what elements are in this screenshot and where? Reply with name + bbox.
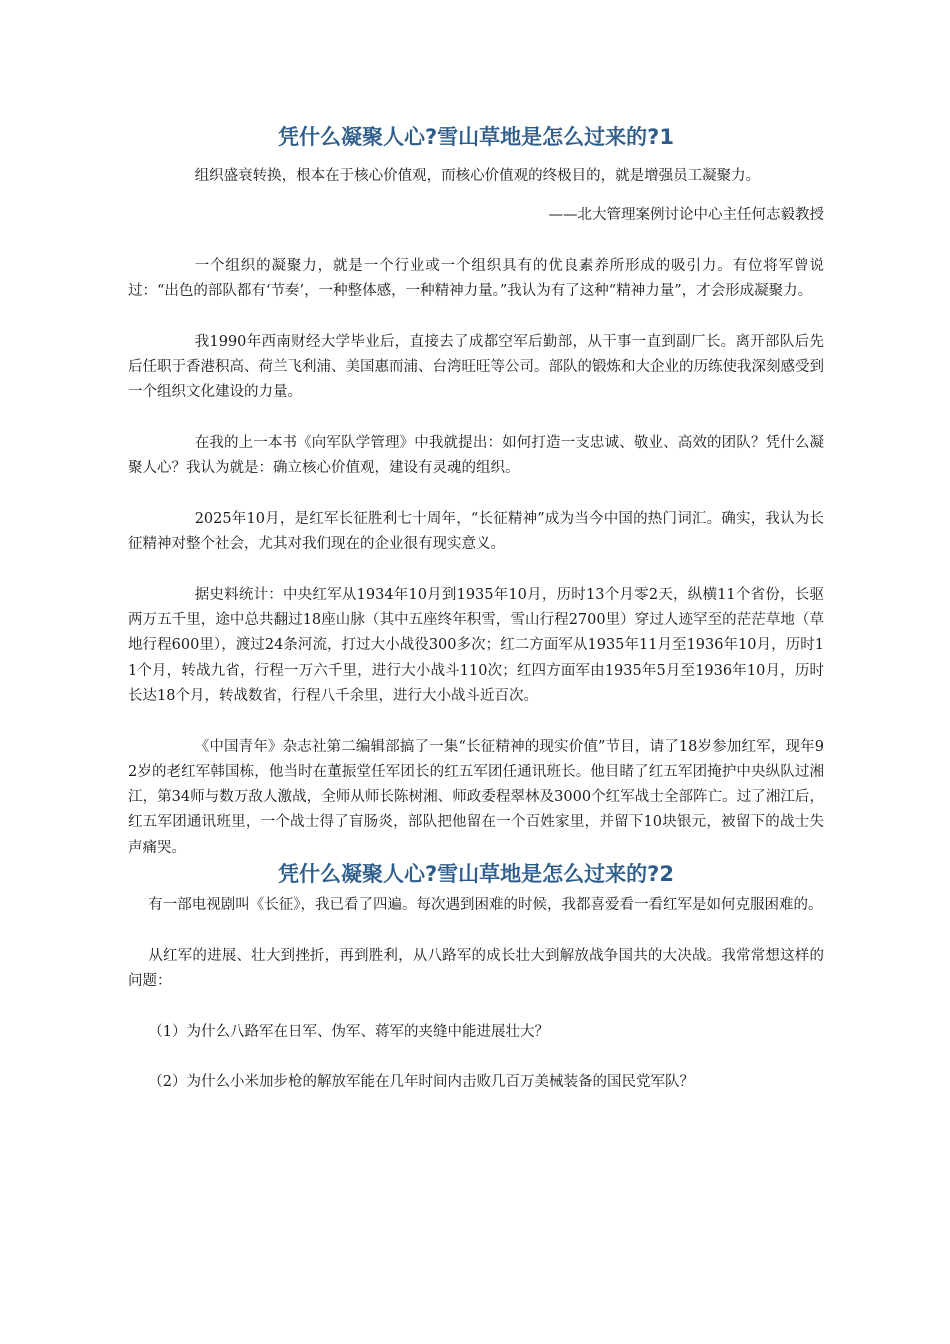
spacer <box>128 304 824 329</box>
body-paragraph: 有一部电视剧叫《长征》，我已看了四遍。每次遇到困难的时候，我都喜爱看一看红军是如何克服困难的。 <box>148 897 823 914</box>
spacer <box>128 994 824 1019</box>
body-paragraph: 从红军的进展、壮大到挫折，再到胜利，从八路军的成长壮大到解放战争国共的大决战。我常常想这样的问题： <box>128 947 824 989</box>
quote-attribution: ——北大管理案例讨论中心主任何志毅教授 <box>548 207 824 224</box>
question-item: （1）为什么八路军在日军、伪军、蒋军的夹缝中能进展壮大？ <box>148 1023 550 1040</box>
body-paragraph: 据史料统计：中央红军从1934年10月到1935年10月，历时13个月零2天，纵横11个省份，长驱两万五千里，途中总共翻过18座山脉（其中五座终年积雪，雪山行程2700里）穿过人迹罕至的茫茫草地（草地行程600里），渡过24条河流，打过大小战役300多次；红二方面军从1935年11月至1936年10月，历时11个月，转战九省，行程一万六千里，进行大小战斗110次；红四方面军由1935年5月至1936年10月，历时长达18个月，转战数省，行程八千余里，进行大小战斗近百次。 <box>128 586 824 704</box>
body-paragraph: 一个组织的凝聚力，就是一个行业或一个组织具有的优良素养所形成的吸引力。有位将军曾说过：“出色的部队都有‘节奏’，一种整体感，一种精神力量。”我认为有了这种“精神力量”，才会形成凝聚力。 <box>128 257 824 300</box>
question-item: （2）为什么小米加步枪的解放军能在几年时间内击败几百万美械装备的国民党军队？ <box>148 1074 695 1091</box>
opening-quote: 组织盛衰转换，根本在于核心价值观，而核心价值观的终极目的，就是增强员工凝聚力。 <box>194 168 761 184</box>
spacer <box>128 406 824 431</box>
body-paragraph: 在我的上一本书《向军队学管理》中我就提出：如何打造一支忠诚、敬业、高效的团队？凭什么凝聚人心？我认为就是：确立核心价值观，建设有灵魂的组织。 <box>128 434 824 477</box>
spacer <box>128 482 824 507</box>
spacer <box>128 557 824 582</box>
spacer <box>128 229 824 254</box>
spacer <box>128 709 824 734</box>
body-paragraph: 2025年10月，是红军长征胜利七十周年，“长征精神”成为当今中国的热门词汇。确实，我认为长征精神对整个社会，尤其对我们现在的企业很有现实意义。 <box>128 510 824 553</box>
body-paragraph: 我1990年西南财经大学毕业后，直接去了成都空军后勤部，从干事一直到副厂长。离开部队后先后任职于香港积高、荷兰飞利浦、美国惠而浦、台湾旺旺等公司。部队的锻炼和大企业的历练使我深刻感受到一个组织文化建设的力量。 <box>128 333 824 401</box>
document-body <box>128 118 824 1095</box>
spacer <box>128 918 824 943</box>
section-title-1: 凭什么凝聚人心?雪山草地是怎么过来的?1 <box>278 125 674 149</box>
body-paragraph: 《中国青年》杂志社第二编辑部搞了一集“长征精神的现实价值”节目，请了18岁参加红军，现年92岁的老红军韩国栋，他当时在董振堂任军团长的红五军团任通讯班长。他目睹了红五军团掩护中央纵队过湘江，第34师与数万敌人激战，全师从师长陈树湘、师政委程翠林及3000个红军战士全部阵亡。过了湘江后，红五军团通讯班里，一个战士得了盲肠炎，部队把他留在一个百姓家里，并留下10块银元，被留下的战士失声痛哭。 <box>128 738 824 856</box>
spacer <box>128 1045 824 1070</box>
section-title-2: 凭什么凝聚人心?雪山草地是怎么过来的?2 <box>278 862 674 887</box>
